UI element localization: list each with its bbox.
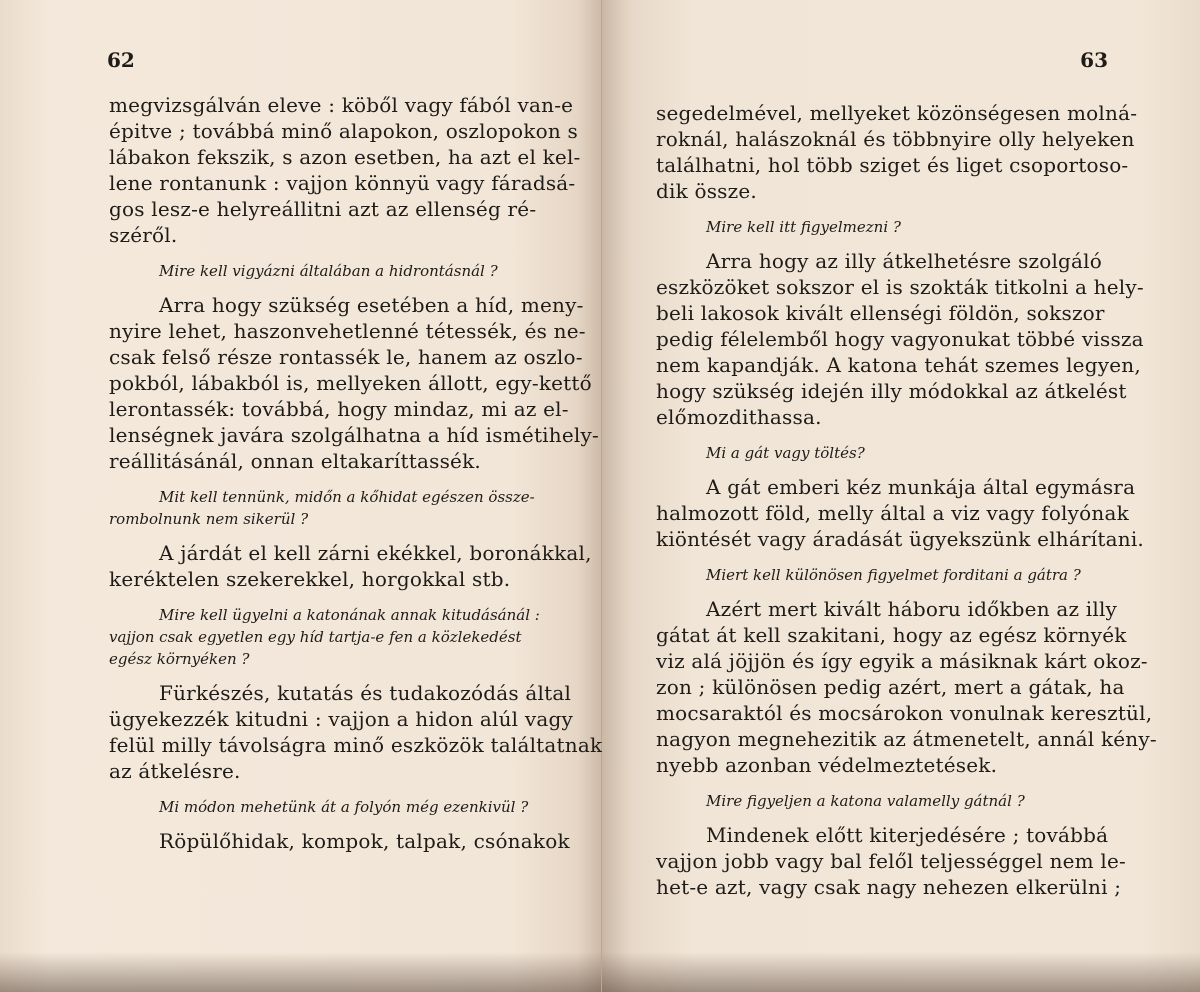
text-line: dik össze.	[656, 179, 757, 203]
text-line: A járdát el kell zárni ekékkel, boronákkal,	[159, 541, 592, 565]
text-line: halmozott föld, melly által a viz vagy folyónak	[656, 501, 1129, 525]
question-line: Mire kell vigyázni általában a hidrontásnál ?	[159, 262, 498, 280]
question-line: Miert kell különösen figyelmet forditani a gátra ?	[706, 566, 1081, 584]
right-page	[602, 0, 1200, 992]
text-line: hogy szükség idején illy módokkal az átkelést	[656, 379, 1127, 403]
text-line: Arra hogy szükség esetében a híd, meny-	[159, 293, 584, 317]
text-line: Röpülőhidak, kompok, talpak, csónakok	[159, 829, 570, 853]
text-line: lerontassék: továbbá, hogy mindaz, mi az el-	[109, 397, 569, 421]
text-line: lábakon fekszik, s azon esetben, ha azt el kel-	[109, 145, 581, 169]
text-line: reállitásánál, onnan eltakaríttassék.	[109, 449, 481, 473]
question-line: egész környéken ?	[109, 650, 250, 668]
text-line: széről.	[109, 223, 178, 247]
text-line: találhatni, hol több sziget és liget csoportoso-	[656, 153, 1129, 177]
text-line: nyire lehet, haszonvehetlenné tétessék, és ne-	[109, 319, 586, 343]
question-line: Mi módon mehetünk át a folyón még ezenkivül ?	[159, 798, 529, 816]
text-line: roknál, halászoknál és többnyire olly helyeken	[656, 127, 1135, 151]
text-line: Arra hogy az illy átkelhetésre szolgáló	[706, 249, 1103, 273]
text-line: csak felső része rontassék le, hanem az oszlo-	[109, 345, 583, 369]
text-line: nagyon megnehezitik az átmenetelt, annál kény-	[656, 727, 1157, 751]
text-line: pedig félelemből hogy vagyonukat többé vissza	[656, 327, 1144, 351]
right-page-text	[656, 100, 1157, 900]
text-line: épitve ; továbbá minő alapokon, oszlopokon s	[109, 119, 578, 143]
text-line: keréktelen szekerekkel, horgokkal stb.	[109, 567, 511, 591]
text-line: Azért mert kivált háboru időkben az illy	[706, 597, 1118, 621]
text-line: Mindenek előtt kiterjedésére ; továbbá	[706, 823, 1109, 847]
question-line: Mire kell ügyelni a katonának annak kitudásánál :	[159, 606, 540, 624]
page-number-left: 62	[107, 48, 135, 72]
question-line: vajjon csak egyetlen egy híd tartja-e fen a közlekedést	[109, 628, 522, 646]
text-line: segedelmével, mellyeket közönségesen molná-	[656, 101, 1138, 125]
text-line: felül milly távolságra minő eszközök találtatnak	[109, 733, 603, 757]
text-line: het-e azt, vagy csak nagy nehezen elkerülni ;	[656, 875, 1122, 899]
text-line: nyebb azonban védelmeztetések.	[656, 753, 998, 777]
text-line: viz alá jöjjön és így egyik a másiknak kárt okoz-	[656, 649, 1148, 673]
text-line: előmozdithassa.	[656, 405, 822, 429]
text-line: vajjon jobb vagy bal felől teljességgel nem le-	[656, 849, 1126, 873]
question-line: Mit kell tennünk, midőn a kőhidat egészen össze-	[159, 488, 535, 506]
text-line: mocsaraktól és mocsárokon vonulnak keresztül,	[656, 701, 1153, 725]
text-line: zon ; különösen pedig azért, mert a gátak, ha	[656, 675, 1125, 699]
text-line: A gát emberi kéz munkája által egymásra	[706, 475, 1136, 499]
text-line: lene rontanunk : vajjon könnyü vagy fáradsá-	[109, 171, 576, 195]
question-line: Mire kell itt figyelmezni ?	[706, 218, 901, 236]
question-line: rombolnunk nem sikerül ?	[109, 510, 309, 528]
text-line: Fürkészés, kutatás és tudakozódás által	[159, 681, 572, 705]
text-line: az átkelésre.	[109, 759, 241, 783]
page-bottom-shadow	[0, 952, 601, 992]
text-line: nem kapandják. A katona tehát szemes legyen,	[656, 353, 1141, 377]
text-line: kiöntését vagy áradását ügyekszünk elhárítani.	[656, 527, 1144, 551]
text-line: gos lesz-e helyreállitni azt az ellenség ré-	[109, 197, 537, 221]
question-line: Mire figyeljen a katona valamelly gátnál ?	[706, 792, 1025, 810]
text-line: pokból, lábakból is, mellyeken állott, egy-kettő	[109, 371, 592, 395]
text-line: beli lakosok kivált ellenségi földön, sokszor	[656, 301, 1105, 325]
text-line: lenségnek javára szolgálhatna a híd ismétihely-	[109, 423, 599, 447]
page-bottom-shadow	[602, 952, 1200, 992]
text-line: megvizsgálván eleve : köből vagy fából van-e	[109, 93, 574, 117]
page-number-right: 63	[1080, 48, 1108, 72]
question-line: Mi a gát vagy töltés?	[706, 444, 865, 462]
text-line: ügyekezzék kitudni : vajjon a hidon alúl vagy	[109, 707, 573, 731]
text-line: gátat át kell szakitani, hogy az egész környék	[656, 623, 1127, 647]
left-page-text	[109, 92, 603, 854]
text-line: eszközöket sokszor el is szokták titkolni a hely-	[656, 275, 1144, 299]
